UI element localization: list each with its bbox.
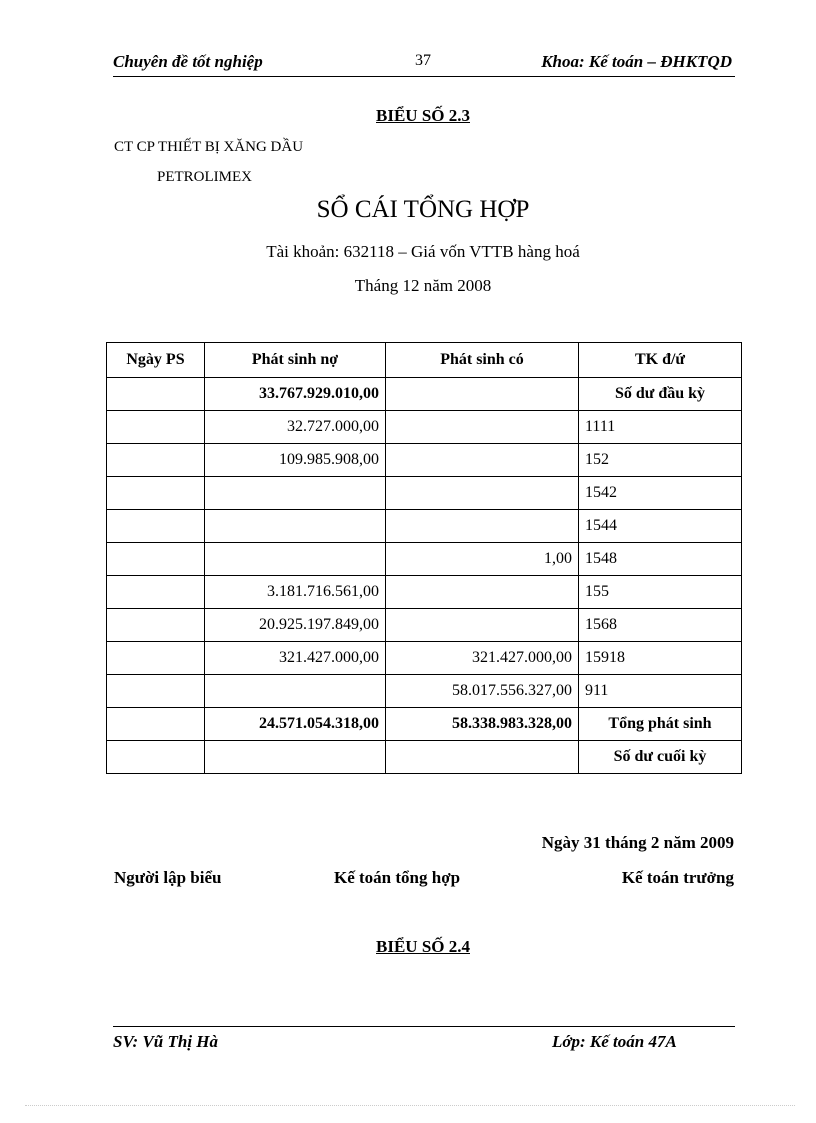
cell-totals-label: Tổng phát sinh — [579, 708, 742, 741]
cell-date — [107, 609, 205, 642]
cell-debit: 109.985.908,00 — [205, 444, 386, 477]
cell-debit — [205, 477, 386, 510]
table-row — [107, 510, 742, 543]
cell-date — [107, 675, 205, 708]
ledger-title: SỔ CÁI TỔNG HỢP — [316, 196, 530, 223]
cell-opening-debit: 33.767.929.010,00 — [205, 378, 386, 411]
cell-total-debit: 24.571.054.318,00 — [205, 708, 386, 741]
cell-credit — [386, 510, 579, 543]
cell-credit: 58.017.556.327,00 — [386, 675, 579, 708]
cell-date — [107, 510, 205, 543]
cell-credit — [386, 477, 579, 510]
footer-left: SV: Vũ Thị Hà — [113, 1032, 219, 1051]
company-line1: CT CP THIẾT BỊ XĂNG DẦU — [114, 139, 304, 155]
cell-debit: 321.427.000,00 — [205, 642, 386, 675]
col-header-credit: Phát sinh có — [386, 343, 579, 378]
header-left: Chuyên đề tốt nghiệp — [113, 52, 263, 71]
cell-debit: 20.925.197.849,00 — [205, 609, 386, 642]
cell-debit — [205, 675, 386, 708]
period-line: Tháng 12 năm 2008 — [354, 276, 492, 295]
col-header-date: Ngày PS — [107, 343, 205, 378]
signature-general-accountant: Kế toán tổng hợp — [334, 868, 461, 887]
col-header-debit: Phát sinh nợ — [205, 343, 386, 378]
ledger-table — [106, 342, 742, 774]
cell-account: 1568 — [579, 609, 742, 642]
table-row — [107, 642, 742, 675]
cell-date — [107, 642, 205, 675]
cell-credit: 321.427.000,00 — [386, 642, 579, 675]
cell-debit — [205, 741, 386, 774]
table-row — [107, 477, 742, 510]
signature-chief-accountant: Kế toán trưởng — [621, 868, 734, 887]
cell-credit — [386, 609, 579, 642]
bieu-bottom: BIỂU SỐ 2.4 — [376, 937, 470, 956]
cell-debit — [205, 510, 386, 543]
cell-credit — [386, 444, 579, 477]
table-row — [107, 609, 742, 642]
cell-date — [107, 444, 205, 477]
signature-preparer: Người lập biểu — [114, 868, 222, 887]
cell-debit: 32.727.000,00 — [205, 411, 386, 444]
header-rule — [113, 76, 735, 77]
cell-credit — [386, 411, 579, 444]
cell-account: 155 — [579, 576, 742, 609]
table-row — [107, 543, 742, 576]
table-header-row — [107, 343, 742, 378]
cell-date — [107, 477, 205, 510]
account-line: Tài khoản: 632118 – Giá vốn VTTB hàng hoá — [266, 242, 580, 261]
page-edge-divider — [25, 1105, 795, 1106]
cell-credit — [386, 576, 579, 609]
cell-date — [107, 543, 205, 576]
bieu-top: BIỂU SỐ 2.3 — [376, 106, 470, 125]
cell-date — [107, 411, 205, 444]
page-number: 37 — [415, 52, 431, 69]
header-right: Khoa: Kế toán – ĐHKTQD — [541, 52, 732, 71]
col-header-account: TK đ/ứ — [579, 343, 742, 378]
cell-debit: 3.181.716.561,00 — [205, 576, 386, 609]
closing-balance-row — [107, 741, 742, 774]
cell-account: 1542 — [579, 477, 742, 510]
totals-row — [107, 708, 742, 741]
cell-opening-label: Số dư đầu kỳ — [579, 378, 742, 411]
cell-credit — [386, 741, 579, 774]
cell-date — [107, 378, 205, 411]
cell-account: 1544 — [579, 510, 742, 543]
table-row — [107, 411, 742, 444]
table-row — [107, 675, 742, 708]
cell-account: 15918 — [579, 642, 742, 675]
table-row — [107, 444, 742, 477]
cell-account: 1111 — [579, 411, 742, 444]
cell-credit — [386, 378, 579, 411]
opening-balance-row — [107, 378, 742, 411]
cell-account: 152 — [579, 444, 742, 477]
cell-account: 911 — [579, 675, 742, 708]
cell-date — [107, 708, 205, 741]
cell-total-credit: 58.338.983.328,00 — [386, 708, 579, 741]
cell-date — [107, 741, 205, 774]
cell-account: 1548 — [579, 543, 742, 576]
cell-closing-label: Số dư cuối kỳ — [579, 741, 742, 774]
cell-date — [107, 576, 205, 609]
company-line2: PETROLIMEX — [157, 169, 252, 185]
table-row — [107, 576, 742, 609]
footer-rule — [113, 1026, 735, 1027]
date-line: Ngày 31 tháng 2 năm 2009 — [541, 833, 734, 852]
footer-right: Lớp: Kế toán 47A — [552, 1032, 677, 1051]
cell-debit — [205, 543, 386, 576]
cell-credit: 1,00 — [386, 543, 579, 576]
